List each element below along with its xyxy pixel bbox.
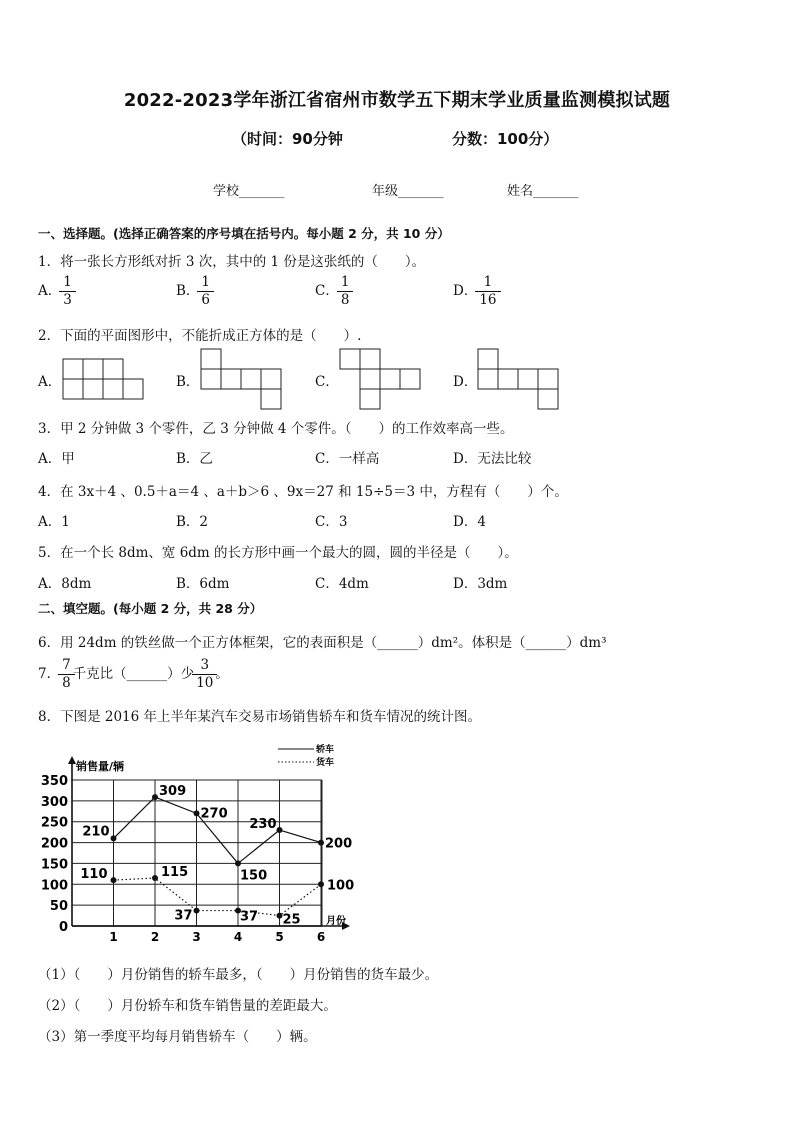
q3-option-a[interactable]: A．甲 — [38, 451, 75, 467]
exam-score: 分数：100分） — [452, 130, 559, 148]
q5-option-c[interactable]: C．4dm — [315, 576, 369, 592]
q1-option-c[interactable]: C． $\frac{1}{8}$ — [315, 274, 351, 309]
data-point-sedan — [235, 860, 241, 866]
series-line-truck — [114, 878, 322, 916]
data-label-sedan: 150 — [240, 868, 268, 884]
q3-option-d[interactable]: D．无法比较 — [453, 451, 532, 467]
q1-option-a[interactable]: A． $\frac{1}{3}$ — [38, 274, 74, 309]
q1-option-d[interactable]: D． $\frac{1}{16}$ — [453, 274, 499, 309]
q4-option-a[interactable]: A．1 — [38, 514, 70, 530]
q7-text: 7． $\frac{7}{8}$ 千克比（______）少 $\frac{3}{10}$ 。 — [38, 657, 229, 691]
q8-sub2: （2）（ ）月份轿车和货车销售量的差距最大。 — [38, 998, 337, 1014]
q2-net-c — [339, 348, 421, 410]
q2-text: 2．下面的平面图形中，不能折成正方体的是（ ）. — [38, 328, 362, 344]
y-tick-label: 50 — [49, 899, 68, 915]
q4-option-c[interactable]: C．3 — [315, 514, 348, 530]
q2-net-b — [200, 348, 282, 410]
q4-option-b[interactable]: B．2 — [176, 514, 209, 530]
y-tick-label: 150 — [40, 857, 68, 873]
page-title: 2022-2023学年浙江省宿州市数学五下期末学业质量监测模拟试题 — [123, 90, 671, 111]
y-tick-label: 300 — [40, 794, 68, 810]
data-point-sedan — [194, 810, 200, 816]
school-field: 学校_______ — [213, 184, 285, 199]
data-label-sedan: 200 — [325, 836, 353, 852]
q2-option-c-label[interactable]: C． — [315, 374, 339, 390]
data-label-truck: 37 — [240, 909, 259, 925]
section2-heading: 二、填空题。(每小题 2 分，共 28 分） — [38, 601, 263, 616]
y-tick-label: 0 — [58, 920, 68, 935]
y-tick-label: 100 — [40, 878, 68, 894]
data-point-sedan — [318, 840, 324, 846]
q3-text: 3．甲 2 分钟做 3 个零件，乙 3 分钟做 4 个零件。（ ）的工作效率高一些。 — [38, 421, 514, 437]
data-label-sedan: 210 — [82, 824, 110, 840]
data-label-truck: 110 — [80, 867, 108, 883]
x-tick-label: 4 — [233, 930, 243, 944]
q2-net-d — [477, 348, 559, 410]
q1-option-b[interactable]: B． $\frac{1}{6}$ — [176, 274, 212, 309]
x-axis-title: 月份 — [326, 916, 346, 927]
data-point-truck — [318, 881, 324, 887]
y-tick-label: 200 — [40, 836, 68, 852]
y-tick-label: 250 — [40, 815, 68, 831]
legend-label-truck: 货车 — [316, 758, 335, 768]
data-label-sedan: 270 — [200, 806, 228, 822]
q2-option-b-label[interactable]: B． — [176, 374, 200, 390]
q5-option-d[interactable]: D．3dm — [453, 576, 508, 592]
q5-option-b[interactable]: B．6dm — [176, 576, 230, 592]
x-tick-label: 6 — [316, 930, 326, 944]
exam-time: （时间：90分钟 — [232, 130, 343, 148]
section1-heading: 一、选择题。(选择正确答案的序号填在括号内。每小题 2 分，共 10 分） — [38, 226, 450, 241]
q5-text: 5．在一个长 8dm、宽 6dm 的长方形中画一个最大的圆，圆的半径是（ ）。 — [38, 545, 518, 561]
grade-field: 年级_______ — [372, 184, 444, 199]
data-label-sedan: 309 — [159, 784, 187, 800]
q2-option-d-label[interactable]: D． — [453, 374, 478, 390]
data-point-sedan — [277, 827, 283, 833]
q4-option-d[interactable]: D．4 — [453, 514, 486, 530]
data-point-truck — [194, 908, 200, 914]
data-point-truck — [111, 877, 117, 883]
data-label-truck: 115 — [161, 865, 189, 881]
q6-text: 6．用 24dm 的铁丝做一个正方体框架，它的表面积是（______）dm²。体积是（______）dm³ — [38, 635, 607, 651]
q3-option-b[interactable]: B．乙 — [176, 451, 213, 467]
name-field: 姓名_______ — [507, 184, 579, 199]
q8-text: 8．下图是 2016 年上半年某汽车交易市场销售轿车和货车情况的统计图。 — [38, 709, 482, 725]
q3-option-c[interactable]: C．一样高 — [315, 451, 380, 467]
q8-sub1: （1）（ ）月份销售的轿车最多，（ ）月份销售的货车最少。 — [38, 967, 439, 983]
sales-line-chart — [30, 738, 370, 946]
x-tick-label: 2 — [150, 930, 160, 944]
y-axis-title: 销售量/辆 — [76, 760, 125, 773]
y-tick-label: 350 — [40, 774, 68, 789]
data-label-truck: 25 — [282, 912, 301, 928]
data-label-sedan: 230 — [249, 817, 277, 833]
y-axis-arrow — [68, 756, 76, 764]
q2-net-a — [62, 358, 144, 400]
q1-text: 1．将一张长方形纸对折 3 次，其中的 1 份是这张纸的（ ）。 — [38, 254, 426, 270]
data-label-truck: 37 — [174, 908, 193, 924]
q8-sub3: （3）第一季度平均每月销售轿车（ ）辆。 — [38, 1029, 317, 1045]
q4-text: 4．在 3x＋4 、0.5＋a＝4 、a＋b＞6 、9x＝27 和 15÷5＝3 中，方程有（ ）个。 — [38, 484, 568, 500]
x-tick-label: 3 — [192, 930, 201, 944]
q2-option-a-label[interactable]: A． — [38, 374, 62, 390]
legend-label-sedan: 轿车 — [316, 745, 335, 755]
data-point-truck — [152, 875, 158, 881]
data-label-truck: 100 — [327, 878, 355, 894]
data-point-sedan — [111, 835, 117, 841]
x-tick-label: 1 — [109, 930, 118, 944]
x-tick-label: 5 — [275, 930, 284, 944]
q5-option-a[interactable]: A．8dm — [38, 576, 92, 592]
data-point-sedan — [152, 794, 158, 800]
